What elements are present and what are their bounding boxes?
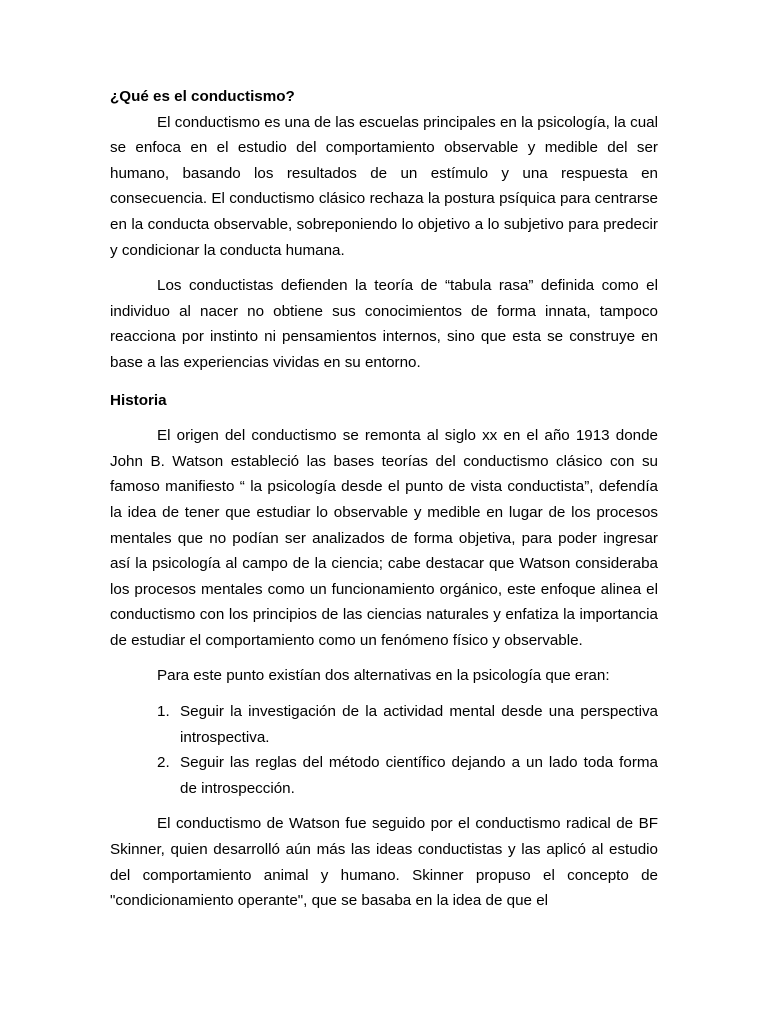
paragraph-alternatives-intro: Para este punto existían dos alternativas en la psicología que eran: <box>157 667 610 685</box>
paragraph-skinner: El conductismo de Watson fue seguido por el conductismo radical de BF Skinner, quien desarrolló aún más las ideas conductistas y las aplicó al estudio del comportamiento animal y humano. Skinner propuso el concepto de "condicionamiento operante", que se basaba en la idea de que el <box>110 815 658 910</box>
list-item-number: 1. <box>157 703 170 721</box>
paragraph-definition: El conductismo es una de las escuelas principales en la psicología, la cual se enfoca en el estudio del comportamiento observable y medible del ser humano, basando los resultados de un estímulo y una respuesta en consecuencia. El conductismo clásico rechaza la postura psíquica para centrarse en la conducta observable, sobreponiendo lo objetivo a lo subjetivo para predecir y condicionar la conducta humana. <box>110 113 658 259</box>
list-item-text: Seguir las reglas del método científico dejando a un lado toda forma de introspección. <box>180 754 658 797</box>
alternatives-list <box>110 699 658 801</box>
section-heading-que-es: ¿Qué es el conductismo? <box>110 88 295 105</box>
paragraph-tabula-rasa: Los conductistas defienden la teoría de “tabula rasa” definida como el individuo al nacer no obtiene sus conocimientos de forma innata, tampoco reacciona por instinto ni pensamientos internos, sino que esta se construye en base a las experiencias vividas en su entorno. <box>110 277 658 371</box>
list-item-number: 2. <box>157 754 170 772</box>
list-item <box>110 699 658 750</box>
list-item-text: Seguir la investigación de la actividad mental desde una perspectiva introspectiva. <box>180 703 658 746</box>
section-heading-historia: Historia <box>110 391 167 409</box>
paragraph-origin: El origen del conductismo se remonta al siglo xx en el año 1913 donde John B. Watson estableció las bases teorías del conductismo clásico con su famoso manifiesto “ la psicología desde el punto de vista conductista”, defendía la idea de tener que estudiar lo observable y medible en lugar de los procesos mentales que no podían ser analizados de forma objetiva, para poder ingresar así la psicología al campo de la ciencia; cabe destacar que Watson consideraba los procesos mentales como un funcionamiento orgánico, este enfoque alinea el conductismo con los principios de las ciencias naturales y enfatiza la importancia de estudiar el comportamiento como un fenómeno físico y observable. <box>110 427 658 649</box>
list-item <box>110 750 658 801</box>
